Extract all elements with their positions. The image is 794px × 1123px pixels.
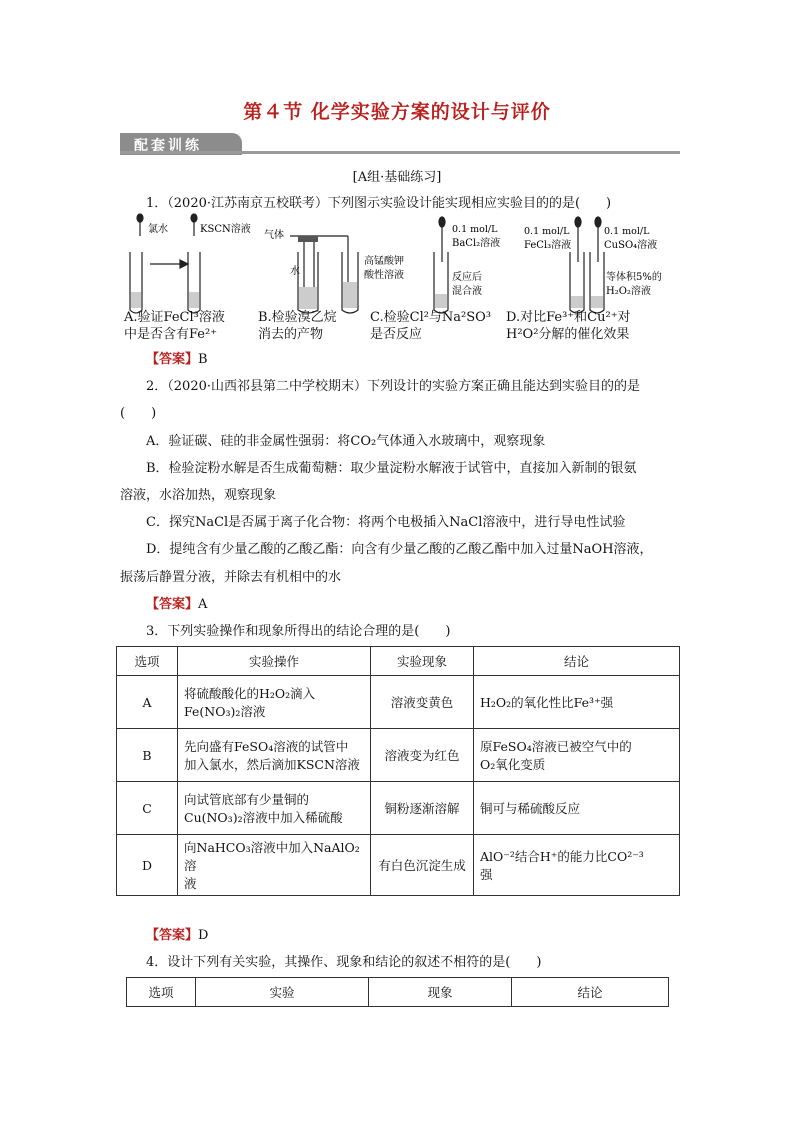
fig-c-label-2: BaCl₂溶液 [452, 238, 501, 249]
table-cell: D [117, 835, 178, 896]
fig-b-label-3: 高锰酸钾 [364, 256, 404, 267]
q2-option-b-2: 溶液，水浴加热，观察现象 [120, 488, 277, 503]
table-cell [178, 676, 371, 729]
page-title: 第４节 化学实验方案的设计与评价 [243, 101, 551, 123]
fig-d-label-3: 0.1 mol/L [604, 226, 650, 237]
table-row [117, 729, 680, 782]
fig-c-apparatus [434, 217, 448, 313]
table-cell [474, 782, 680, 835]
answer-value: B [198, 352, 208, 367]
fig-b-caption-1: B.检验溴乙烷 [258, 310, 337, 325]
answer-value: D [198, 928, 209, 943]
cell-line: 强 [480, 867, 493, 882]
table-row [117, 676, 680, 729]
table-row [117, 835, 680, 896]
q1-stem: 1．（2020·江苏南京五校联考）下列图示实验设计能实现相应实验目的的是( ) [146, 196, 612, 211]
fig-a-label-1: 氯水 [148, 224, 168, 235]
cell-line: H₂O₂的氧化性比Fe³⁺强 [480, 695, 614, 710]
fig-d-label-4: CuSO₄溶液 [604, 240, 658, 251]
fig-b-apparatus [290, 236, 358, 313]
table-cell [474, 729, 680, 782]
answer-label: 【答案】 [146, 352, 199, 367]
table-cell [474, 835, 680, 896]
q3-stem: 3．下列实验操作和现象所得出的结论合理的是( ) [146, 624, 451, 639]
cell-line: O₂氧化变质 [480, 757, 546, 772]
table-cell [474, 676, 680, 729]
q4-stem: 4．设计下列有关实验，其操作、现象和结论的叙述不相符的是( ) [146, 955, 542, 970]
fig-b-label-4: 酸性溶液 [364, 270, 404, 281]
cell-line: Fe(NO₃)₂溶液 [184, 704, 266, 719]
fig-b-label-2: 水 [290, 266, 300, 277]
table-row [117, 782, 680, 835]
q2-option-d-1: D．提纯含有少量乙酸的乙酸乙酯：向含有少量乙酸的乙酸乙酯中加入过量NaOH溶液， [146, 542, 653, 557]
q2-answer [146, 593, 207, 612]
cell-line: 向NaHCO₃溶液中加入NaAlO₂溶 [184, 840, 360, 873]
table-cell: A [117, 676, 178, 729]
fig-d-label-2: FeCl₃溶液 [524, 240, 572, 251]
table-header: 实验 [196, 978, 369, 1007]
answer-value: A [198, 597, 208, 612]
table-cell: 有白色沉淀生成 [371, 835, 474, 896]
q2-option-a: A．验证碳、硅的非金属性强弱：将CO₂气体通入水玻璃中，观察现象 [146, 434, 546, 449]
fig-c-label-3: 反应后 [452, 272, 482, 283]
table-header: 实验操作 [178, 647, 371, 676]
q3-answer [146, 924, 208, 943]
fig-b-label-1: 气体 [264, 230, 284, 241]
banner-rule [120, 151, 680, 154]
cell-line: AlO⁻²结合H⁺的能力比CO²⁻³ [480, 849, 644, 864]
fig-d-caption-2: H²O²分解的催化效果 [506, 327, 630, 342]
table-header: 实验现象 [371, 647, 474, 676]
group-heading: [A组·基础练习] [352, 170, 442, 185]
table-header: 结论 [512, 978, 669, 1007]
answer-label: 【答案】 [146, 928, 199, 943]
fig-d-apparatus [570, 217, 604, 313]
table-header: 结论 [474, 647, 680, 676]
cell-line: 向试管底部有少量铜的 [184, 792, 310, 807]
table-cell: 铜粉逐渐溶解 [371, 782, 474, 835]
cell-line: 液 [184, 876, 197, 891]
cell-line: 铜可与稀硫酸反应 [480, 801, 581, 816]
table-header: 选项 [127, 978, 196, 1007]
q2-option-b-1: B．检验淀粉水解是否生成葡萄糖：取少量淀粉水解液于试管中，直接加入新制的银氨 [146, 461, 637, 476]
q1-answer [146, 348, 208, 367]
cell-line: Cu(NO₃)₂溶液中加入稀硫酸 [184, 810, 343, 825]
fig-d-label-1: 0.1 mol/L [524, 226, 570, 237]
table-cell [178, 729, 371, 782]
cell-line: 先向盛有FeSO₄溶液的试管中 [184, 739, 349, 754]
table-cell: B [117, 729, 178, 782]
fig-c-caption-2: 是否反应 [370, 327, 423, 342]
fig-a-label-2: KSCN溶液 [200, 224, 251, 235]
fig-b-caption-2: 消去的产物 [258, 327, 324, 342]
table-header: 现象 [369, 978, 512, 1007]
fig-a-caption-1: A.验证FeCl³溶液 [124, 310, 225, 325]
table-header-row [117, 647, 680, 676]
table-header: 选项 [117, 647, 178, 676]
fig-d-caption-1: D.对比Fe³⁺和Cu²⁺对 [506, 310, 631, 325]
q4-table [126, 977, 669, 1007]
table-header-row [127, 978, 669, 1007]
cell-line: 加入氯水，然后滴加KSCN溶液 [184, 757, 360, 772]
q3-table [116, 646, 680, 896]
answer-label: 【答案】 [146, 597, 199, 612]
table-cell [178, 782, 371, 835]
fig-c-label-4: 混合液 [452, 286, 482, 297]
table-cell: 溶液变为红色 [371, 729, 474, 782]
q2-stem-2: ( ) [120, 406, 157, 421]
fig-a-caption-2: 中是否含有Fe²⁺ [124, 327, 218, 342]
q2-stem-1: 2．（2020·山西祁县第二中学校期末）下列设计的实验方案正确且能达到实验目的的是 [146, 379, 640, 394]
fig-c-caption-1: C.检验Cl²与Na²SO³ [370, 310, 492, 325]
q2-option-d-2: 振荡后静置分液，并除去有机相中的水 [120, 570, 342, 585]
q2-option-c: C．探究NaCl是否属于离子化合物：将两个电极插入NaCl溶液中，进行导电性试验 [146, 515, 626, 530]
fig-d-label-5: 等体积5%的 [606, 272, 662, 283]
table-cell: 溶液变黄色 [371, 676, 474, 729]
banner-label: 配套训练 [134, 138, 202, 154]
fig-c-label-1: 0.1 mol/L [452, 224, 498, 235]
fig-d-label-6: H₂O₂溶液 [606, 286, 651, 297]
table-cell [178, 835, 371, 896]
table-cell: C [117, 782, 178, 835]
cell-line: 原FeSO₄溶液已被空气中的 [480, 739, 632, 754]
cell-line: 将硫酸酸化的H₂O₂滴入 [184, 686, 316, 701]
